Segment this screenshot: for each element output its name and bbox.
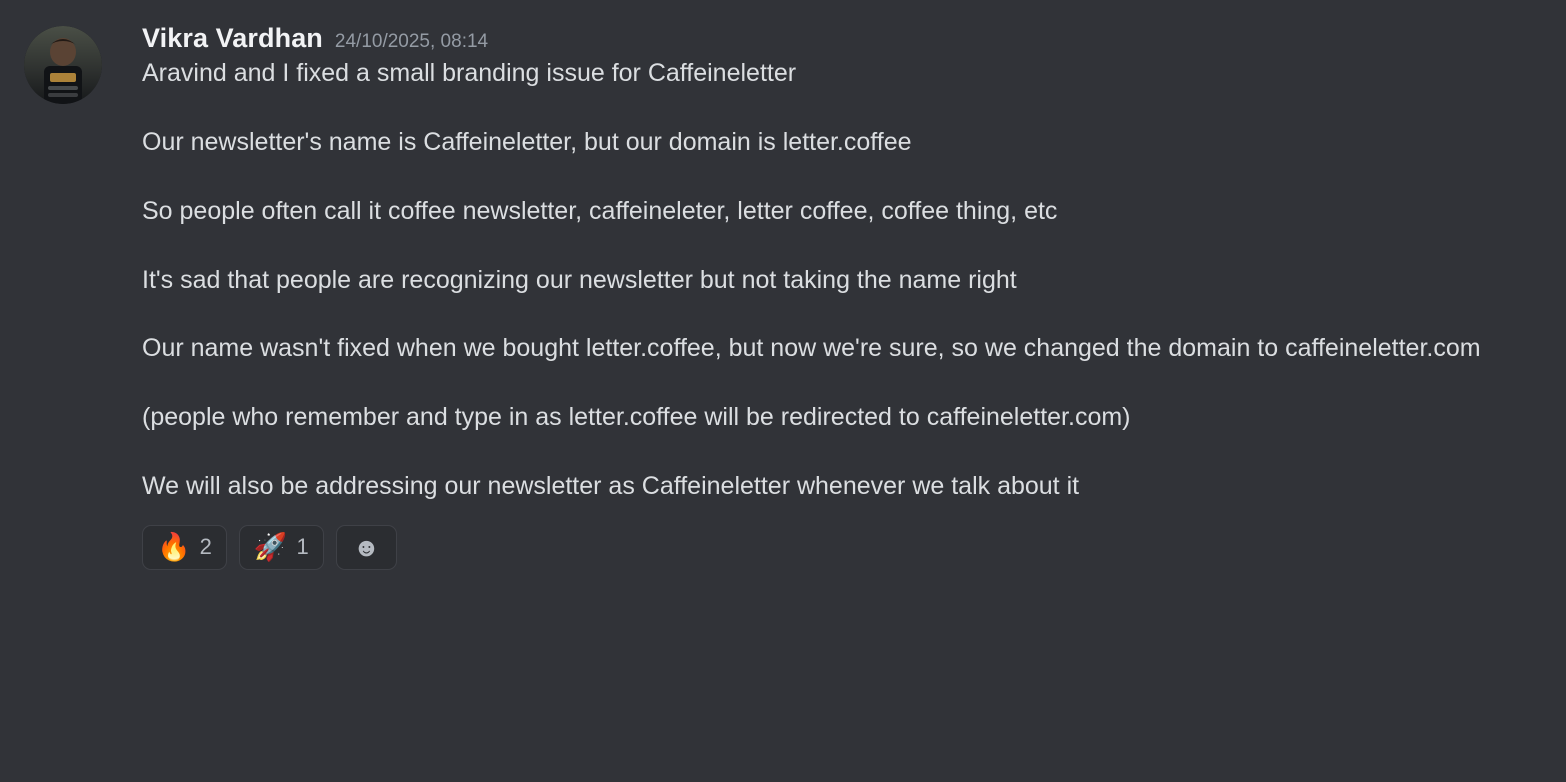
message-header — [142, 22, 1542, 54]
message-paragraph: (people who remember and type in as letter.coffee will be redirected to caffeineletter.com) — [142, 403, 1131, 432]
message-paragraph: Aravind and I fixed a small branding issue for Caffeineletter — [142, 59, 797, 88]
message-paragraph: So people often call it coffee newsletter, caffeineleter, letter coffee, coffee thing, etc — [142, 196, 1058, 225]
message-paragraph: It's sad that people are recognizing our newsletter but not taking the name right — [142, 265, 1017, 294]
add-reaction-button[interactable] — [336, 525, 397, 570]
avatar[interactable] — [24, 26, 102, 104]
message-paragraph: Our name wasn't fixed when we bought letter.coffee, but now we're sure, so we changed the domain to caffeineletter.com — [142, 334, 1481, 363]
rocket-emoji: 🚀 — [253, 531, 288, 562]
message-paragraph: We will also be addressing our newsletter as Caffeineletter whenever we talk about it — [142, 471, 1080, 500]
reaction-count: 1 — [296, 534, 309, 560]
fire-emoji: 🔥 — [157, 531, 191, 562]
reaction-bar — [142, 525, 1542, 570]
reaction-fire[interactable] — [142, 525, 227, 570]
message-text — [142, 56, 1542, 504]
reaction-rocket[interactable] — [239, 525, 324, 570]
avatar-container — [24, 22, 106, 104]
message-timestamp: 24/10/2025, 08:14 — [334, 31, 489, 52]
message-author[interactable]: Vikra Vardhan — [142, 23, 323, 53]
message-body — [106, 22, 1542, 570]
add-reaction-icon: ☻ — [352, 532, 381, 563]
message-paragraph: Our newsletter's name is Caffeineletter, but our domain is letter.coffee — [142, 128, 912, 157]
reaction-count: 2 — [199, 534, 212, 560]
